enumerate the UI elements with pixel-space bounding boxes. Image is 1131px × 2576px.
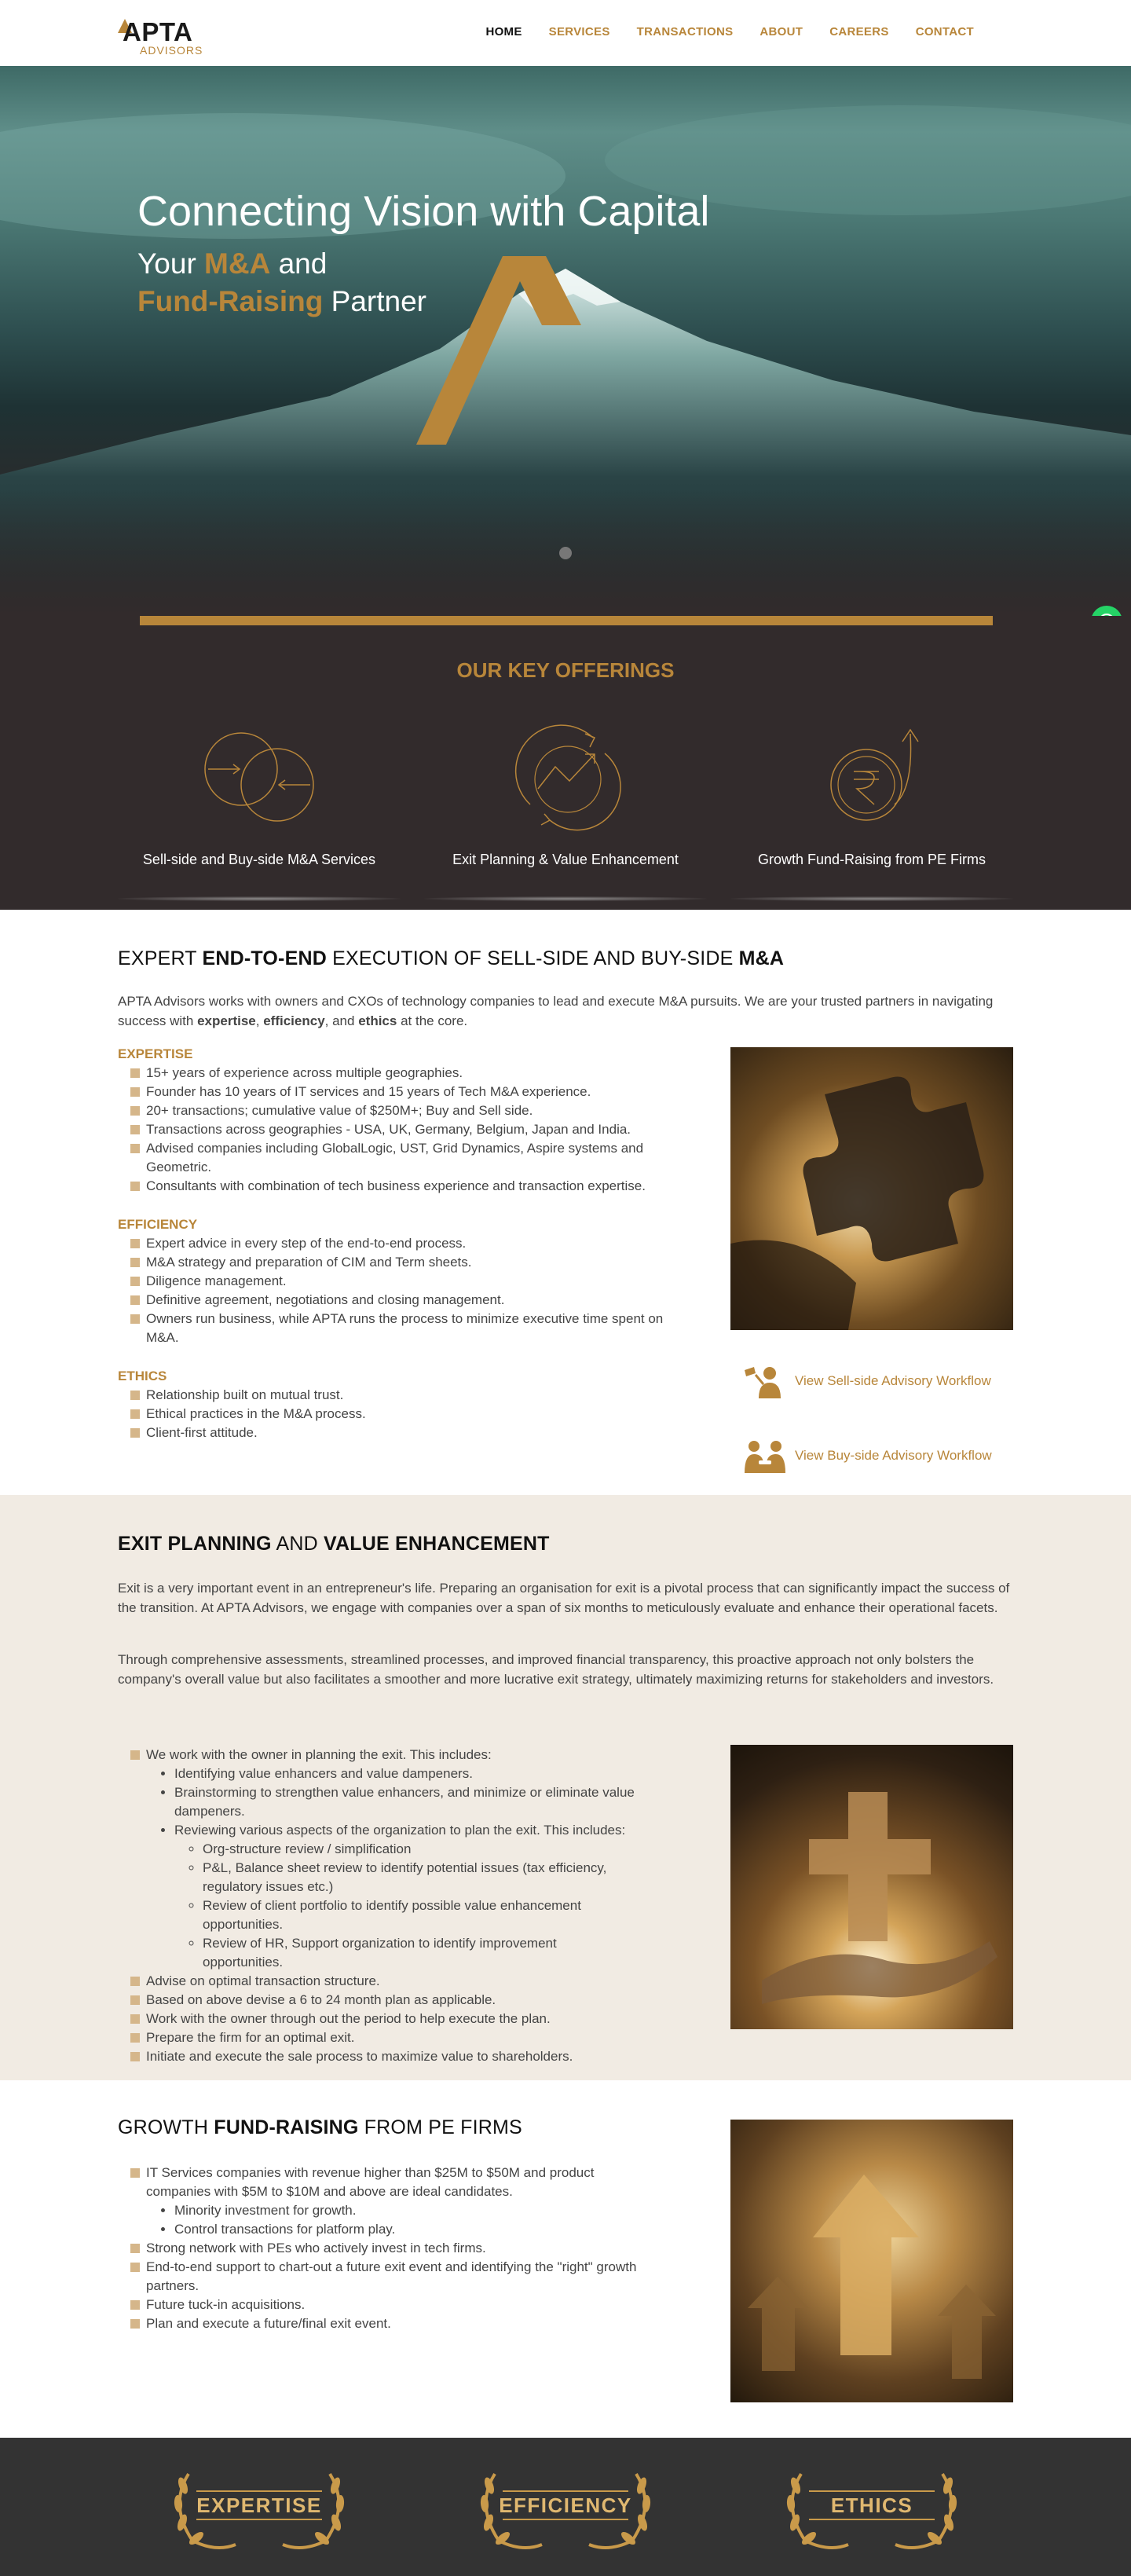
list-item: Initiate and execute the sale process to maximize value to shareholders. bbox=[118, 2047, 683, 2066]
nav-transactions[interactable]: TRANSACTIONS bbox=[636, 25, 734, 38]
subsub-list-item: ◦ Review of HR, Support organization to identify improvement opportunities. bbox=[203, 1934, 636, 1972]
list-item: Prepare the firm for an optimal exit. bbox=[118, 2028, 683, 2047]
list-item: End-to-end support to chart-out a future exit event and identifying the "right" growth partners. bbox=[118, 2258, 683, 2296]
sell-side-workflow-link[interactable] bbox=[743, 1364, 991, 1398]
title-part-bold: END-TO-END bbox=[202, 947, 327, 969]
hero-title: Connecting Vision with Capital bbox=[137, 188, 710, 235]
logo-text: APTA bbox=[123, 17, 193, 46]
ma-section-title bbox=[118, 947, 784, 970]
exit-paragraph-2: Through comprehensive assessments, streamlined processes, and improved financial transparency, this proactive approach not only bolsters the company's overall value but also facilitates a smoother and more lucrative exit strategy, ultimately maximizing returns for stakeholders and investors. bbox=[118, 1652, 994, 1687]
hero-sub-highlight: Fund-Raising bbox=[137, 285, 324, 317]
sub-list-item-text: Reviewing various aspects of the organization to plan the exit. This includes: bbox=[174, 1823, 626, 1838]
sub-list-item: • Brainstorming to strengthen value enhancers, and minimize or eliminate value dampeners. bbox=[174, 1783, 683, 1821]
carousel-dot[interactable] bbox=[559, 547, 572, 559]
hero-sub-text: Partner bbox=[323, 285, 426, 317]
title-part: EXPERT bbox=[118, 947, 203, 969]
badge-label: EXPERTISE bbox=[196, 2493, 322, 2517]
list-item: Advise on optimal transaction structure. bbox=[118, 1972, 683, 1991]
list-item: Founder has 10 years of IT services and 15 years of Tech M&A experience. bbox=[118, 1083, 683, 1101]
logo-subtext: ADVISORS bbox=[140, 44, 203, 57]
list-item-text: IT Services companies with revenue higher than $25M to $50M and product companies with $5M to $10M and above are ideal candidates. bbox=[146, 2165, 595, 2199]
list-item: Relationship built on mutual trust. bbox=[118, 1386, 683, 1405]
list-item: 20+ transactions; cumulative value of $250M+; Buy and Sell side. bbox=[118, 1101, 683, 1120]
title-part: GROWTH bbox=[118, 2116, 214, 2138]
site-header bbox=[0, 0, 1131, 66]
badge-label: ETHICS bbox=[830, 2493, 913, 2517]
list-item: Owners run business, while APTA runs the process to minimize executive time spent on M&A. bbox=[118, 1310, 683, 1347]
ma-execution-section bbox=[0, 910, 1131, 1495]
expertise-heading: EXPERTISE bbox=[118, 1046, 193, 1061]
list-item bbox=[118, 2164, 683, 2239]
ma-pillars bbox=[118, 1046, 683, 1442]
offering-glow bbox=[424, 896, 707, 901]
list-item: Definitive agreement, negotiations and closing management. bbox=[118, 1291, 683, 1310]
intro-text: , bbox=[255, 1013, 264, 1028]
arrow-up-icon bbox=[730, 2120, 1013, 2402]
sub-list-item bbox=[174, 1821, 683, 1972]
intro-bold: efficiency bbox=[263, 1013, 325, 1028]
list-item: Plan and execute a future/final exit event. bbox=[118, 2314, 683, 2333]
presenter-icon bbox=[743, 1364, 787, 1398]
intro-bold: expertise bbox=[197, 1013, 256, 1028]
list-item-text: We work with the owner in planning the exit. This includes: bbox=[146, 1747, 492, 1762]
plus-hand-image bbox=[730, 1745, 1013, 2029]
hero-subtitle bbox=[137, 245, 426, 321]
footer-badges bbox=[0, 2438, 1131, 2576]
handshake-people-icon bbox=[743, 1438, 787, 1473]
list-item: Expert advice in every step of the end-to-end process. bbox=[118, 1234, 683, 1253]
subsub-list-item: ◦ Org-structure review / simplification bbox=[203, 1840, 636, 1859]
puzzle-image bbox=[730, 1047, 1013, 1330]
sub-list-item: • Identifying value enhancers and value dampeners. bbox=[174, 1764, 683, 1783]
title-part-bold: M&A bbox=[738, 947, 785, 969]
gold-divider bbox=[140, 616, 993, 625]
list-item: Based on above devise a 6 to 24 month plan as applicable. bbox=[118, 1991, 683, 2010]
growth-chart-circle-icon bbox=[507, 718, 624, 836]
offering-label: Exit Planning & Value Enhancement bbox=[452, 852, 679, 867]
title-part-bold: EXIT PLANNING bbox=[118, 1533, 272, 1555]
fund-list bbox=[118, 2164, 683, 2333]
expertise-list bbox=[118, 1064, 683, 1196]
list-item: Transactions across geographies - USA, UK, Germany, Belgium, Japan and India. bbox=[118, 1120, 683, 1139]
list-item: Work with the owner through out the period to help execute the plan. bbox=[118, 2010, 683, 2028]
ethics-list bbox=[118, 1386, 683, 1442]
list-item: Future tuck-in acquisitions. bbox=[118, 2296, 683, 2314]
list-item: Ethical practices in the M&A process. bbox=[118, 1405, 683, 1424]
arrows-circles-icon bbox=[192, 722, 326, 832]
exit-subsub-list bbox=[174, 1840, 683, 1972]
title-part-bold: FUND-RAISING bbox=[214, 2116, 359, 2138]
main-nav bbox=[485, 25, 974, 38]
title-part-bold: VALUE ENHANCEMENT bbox=[323, 1533, 550, 1555]
arrows-up-image bbox=[730, 2120, 1013, 2402]
exit-planning-section bbox=[0, 1495, 1131, 2080]
badge-efficiency bbox=[467, 2458, 664, 2552]
sell-side-workflow-label: View Sell-side Advisory Workflow bbox=[795, 1373, 991, 1388]
nav-home[interactable]: HOME bbox=[485, 25, 522, 38]
exit-list bbox=[118, 1746, 683, 2066]
list-item: 15+ years of experience across multiple geographies. bbox=[118, 1064, 683, 1083]
efficiency-list bbox=[118, 1234, 683, 1347]
badge-ethics bbox=[774, 2458, 970, 2552]
offering-ma-services[interactable] bbox=[110, 718, 408, 901]
list-item bbox=[118, 1746, 683, 1972]
nav-services[interactable]: SERVICES bbox=[548, 25, 610, 38]
ma-intro-paragraph bbox=[118, 991, 1013, 1031]
offering-fund-raising[interactable] bbox=[723, 718, 1021, 901]
offering-exit-planning[interactable] bbox=[416, 718, 715, 901]
title-part: FROM PE FIRMS bbox=[358, 2116, 522, 2138]
intro-text: APTA Advisors works with owners and CXOs of technology companies to lead and execute M&A pursuits. We are your trusted partners in navigating success with bbox=[118, 994, 994, 1028]
list-item: M&A strategy and preparation of CIM and Term sheets. bbox=[118, 1253, 683, 1272]
fund-section-title bbox=[118, 2116, 522, 2139]
efficiency-heading: EFFICIENCY bbox=[118, 1217, 198, 1232]
badge-label: EFFICIENCY bbox=[499, 2493, 632, 2517]
rupee-growth-icon bbox=[813, 718, 931, 836]
apta-logo[interactable] bbox=[118, 17, 212, 58]
fund-raising-section bbox=[0, 2080, 1131, 2438]
title-part: EXECUTION OF SELL-SIDE AND BUY-SIDE bbox=[326, 947, 739, 969]
title-part: AND bbox=[271, 1533, 324, 1555]
list-item: Consultants with combination of tech business experience and transaction expertise. bbox=[118, 1177, 683, 1196]
list-item: Diligence management. bbox=[118, 1272, 683, 1291]
intro-text: , and bbox=[324, 1013, 359, 1028]
exit-sub-list bbox=[146, 1764, 683, 1972]
nav-contact[interactable]: CONTACT bbox=[915, 25, 974, 38]
sub-list-item: • Minority investment for growth. bbox=[174, 2201, 652, 2220]
nav-about[interactable]: ABOUT bbox=[759, 25, 803, 38]
ethics-heading: ETHICS bbox=[118, 1369, 167, 1383]
offering-label: Growth Fund-Raising from PE Firms bbox=[757, 852, 986, 867]
exit-paragraph-1: Exit is a very important event in an entrepreneur's life. Preparing an organisation for exit is a pivotal process that can significantly impact the success of the transition. At APTA Advisors, we engage with companies over a span of six months to meticulously evaluate and enhance their operational facets. bbox=[118, 1581, 1010, 1615]
offering-label: Sell-side and Buy-side M&A Services bbox=[142, 852, 376, 867]
sub-list-item: • Control transactions for platform play. bbox=[174, 2220, 652, 2239]
list-item: Strong network with PEs who actively invest in tech firms. bbox=[118, 2239, 683, 2258]
plus-sign-icon bbox=[730, 1745, 1013, 2029]
subsub-list-item: ◦ P&L, Balance sheet review to identify potential issues (tax efficiency, regulatory issues etc.) bbox=[203, 1859, 636, 1896]
apta-a-logo-icon bbox=[416, 256, 581, 445]
puzzle-piece-icon bbox=[730, 1047, 1013, 1330]
list-item: Client-first attitude. bbox=[118, 1424, 683, 1442]
offering-glow bbox=[118, 896, 401, 901]
offering-glow bbox=[730, 896, 1013, 901]
exit-section-title bbox=[118, 1533, 550, 1555]
key-offerings-section bbox=[0, 616, 1131, 910]
hero-sub-text: and bbox=[270, 247, 328, 280]
hero-sub-highlight: M&A bbox=[204, 247, 271, 280]
hero-sub-text: Your bbox=[137, 247, 205, 280]
list-item: Advised companies including GlobalLogic, UST, Grid Dynamics, Aspire systems and Geometric. bbox=[118, 1139, 683, 1177]
badge-expertise bbox=[161, 2458, 357, 2552]
subsub-list-item: ◦ Review of client portfolio to identify possible value enhancement opportunities. bbox=[203, 1896, 636, 1934]
intro-text: at the core. bbox=[397, 1013, 468, 1028]
buy-side-workflow-label: View Buy-side Advisory Workflow bbox=[795, 1448, 992, 1463]
hero-banner bbox=[0, 66, 1131, 616]
intro-bold: ethics bbox=[358, 1013, 397, 1028]
nav-careers[interactable]: CAREERS bbox=[829, 25, 889, 38]
buy-side-workflow-link[interactable] bbox=[743, 1438, 992, 1473]
fund-sub-list bbox=[146, 2201, 652, 2239]
offerings-title: OUR KEY OFFERINGS bbox=[456, 658, 675, 682]
